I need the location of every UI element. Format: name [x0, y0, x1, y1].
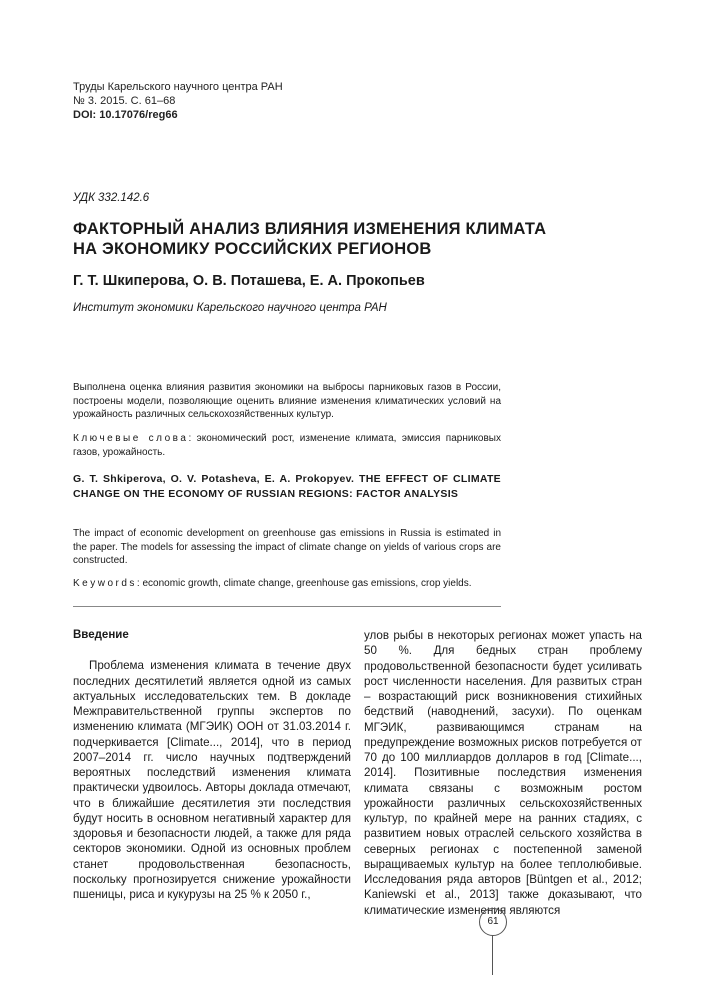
- divider: [73, 606, 501, 607]
- authors: Г. Т. Шкиперова, О. В. Поташева, Е. А. Прокопьев: [73, 273, 425, 289]
- page-number: 61: [479, 908, 507, 936]
- affiliation: Институт экономики Карельского научного центра РАН: [73, 302, 387, 314]
- title-line-2: НА ЭКОНОМИКУ РОССИЙСКИХ РЕГИОНОВ: [73, 240, 432, 258]
- doi: DOI: 10.17076/reg66: [73, 109, 178, 121]
- title-line-1: ФАКТОРНЫЙ АНАЛИЗ ВЛИЯНИЯ ИЗМЕНЕНИЯ КЛИМАТА: [73, 220, 547, 238]
- body-column-left: [73, 628, 351, 902]
- keywords-en: [73, 577, 501, 591]
- keywords-ru-text: : экономический рост, изменение климата, эмиссия парниковых газов, урожайность.: [73, 433, 501, 458]
- article-title: [73, 219, 633, 259]
- udk-code: УДК 332.142.6: [73, 192, 150, 204]
- keywords-en-text: : economic growth, climate change, greenhouse gas emissions, crop yields.: [136, 578, 472, 589]
- english-title: G. T. Shkiperova, O. V. Potasheva, E. A. Prokopyev. THE EFFECT OF CLIMATE CHANGE ON THE ECONOMY OF RUSSIAN REGIONS: FACTOR ANALYSIS: [73, 473, 501, 500]
- issue-info: № 3. 2015. С. 61–68: [73, 95, 176, 107]
- keywords-ru: [73, 432, 501, 459]
- body-column-right: [364, 628, 642, 918]
- page-number-line: [492, 935, 493, 975]
- section-heading: Введение: [73, 629, 129, 641]
- abstract-ru: Выполнена оценка влияния развития экономики на выбросы парниковых газов в России, построены модели, позволяющие оценить влияние изменения климатических условий на урожайность различных сельскохозяйственных культур.: [73, 382, 501, 421]
- abstract-en: The impact of economic development on greenhouse gas emissions in Russia is estimated in the paper. The models for assessing the impact of climate change on yields of various crops are constructed.: [73, 528, 501, 567]
- keywords-en-label: Keywords: [73, 578, 137, 589]
- journal-header: [73, 80, 283, 122]
- keywords-ru-label: Ключевые слова: [73, 433, 189, 444]
- body-paragraph-left: Проблема изменения климата в течение двух последних десятилетий является одной из самых актуальных исследовательских тем. В докладе Межправительственной группы экспертов по изменению климата (МГЭИК) ООН от 31.03.2014 г. подчеркивается [Climate..., 2014], что в период 2007–2014 гг. число научных подтверждений вероятных последствий изменения климата практически удвоилось. Авторы доклада отмечают, что в ближайшие десятилетия эти последствия будут носить в основном негативный характер для здоровья и безопасности людей, а также для ряда секторов экономики. Одной из основных проблем станет продовольственная безопасность, поскольку прогнозируется снижение урожайности пшеницы, риса и кукурузы на 25 % к 2050 г.,: [73, 659, 351, 901]
- journal-name: Труды Карельского научного центра РАН: [73, 81, 283, 93]
- body-paragraph-right: улов рыбы в некоторых регионах может упасть на 50 %. Для бедных стран проблему продовольственной безопасности будет усиливать рост численности населения. Для развитых стран – возрастающий риск возникновения стихийных бедствий (наводнений, засухи). По оценкам МГЭИК, развивающимся странам на предупреждение возможных рисков потребуется от 70 до 100 миллиардов долларов в год [Climate..., 2014]. Позитивные последствия изменения климата связаны с возможным ростом урожайности различных сельскохозяйственных культур, по крайней мере на ранних стадиях, с развитием новых отраслей сельского хозяйства в северных регионах с постепенной заменой выращиваемых культур на более теплолюбивые. Исследования ряда авторов [Büntgen et al., 2012; Kaniewski et al., 2013] также доказывают, что климатические изменения являются: [364, 629, 642, 917]
